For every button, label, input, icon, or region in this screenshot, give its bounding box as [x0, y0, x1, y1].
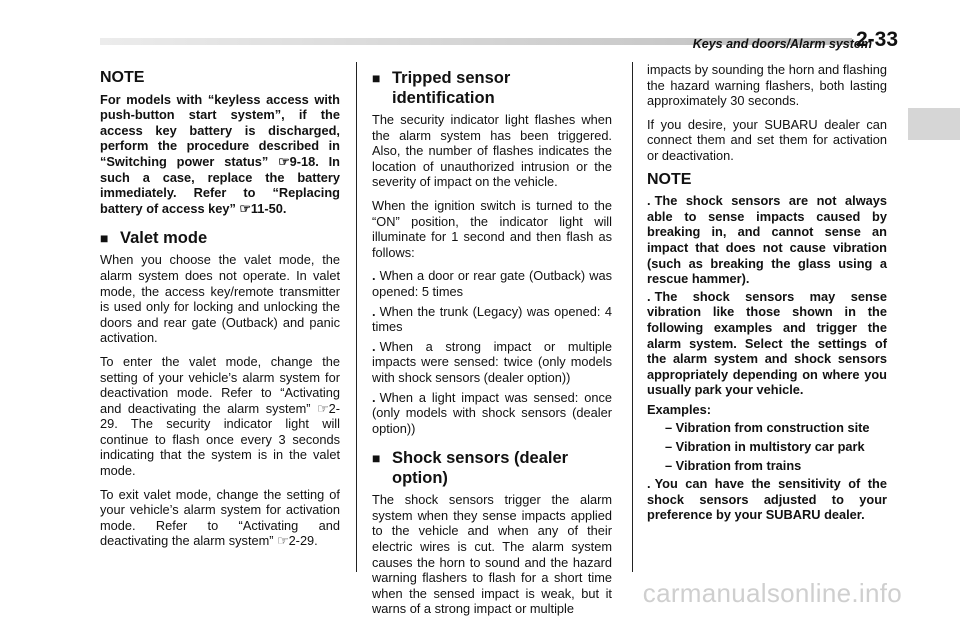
section-heading-tripped-sensor [372, 68, 612, 108]
section-title: Shock sensors (dealer option) [392, 449, 569, 488]
column-2 [372, 62, 612, 625]
paragraph: To enter the valet mode, change the setting of your vehicle’s alarm system for deactivation mode. Refer to “Activating and deactivating the alarm system” ☞2-29. The security indicator light will continue to flash once every 3 seconds indicating that the system is in the valet mode. [100, 353, 340, 479]
section-title: Tripped sensor identification [392, 69, 511, 107]
example-item: – Vibration from trains [665, 457, 802, 473]
column-divider-1 [356, 62, 357, 572]
list-item: . When the trunk (Legacy) was opened: 4 times [372, 303, 612, 335]
square-bullet-icon: ■ [372, 450, 381, 467]
example-item: – Vibration in multistory car park [665, 439, 865, 455]
paragraph: When the ignition switch is turned to the “ON” position, the indicator light will illuminate for 1 second and then flash as follows: [372, 197, 612, 260]
paragraph: The security indicator light flashes when the alarm system has been triggered. Also, the number of flashes indicates the location of unauthorized intrusion or the severity of impact on the vehicle. [372, 112, 612, 190]
bullet-icon: . [372, 389, 376, 405]
list-item: . When a strong impact or multiple impacts were sensed: twice (only models with shock sensors (dealer option)) [372, 338, 612, 385]
section-title: Valet mode [120, 229, 208, 248]
note-text: For models with “keyless access with push-button start system”, if the access key battery is discharged, perform the procedure described in “Switching power status” ☞9-18. In such a case, replace the battery immediately. Refer to “Replacing battery of access key” ☞11-50. [100, 91, 340, 216]
list-item: . When a door or rear gate (Outback) was opened: 5 times [372, 268, 612, 299]
paragraph: To exit valet mode, change the setting of your vehicle’s alarm system for activation mode. Refer to “Activating and deactivating the alarm system” ☞2-29. [100, 486, 340, 549]
chapter-tab [908, 108, 960, 140]
column-3 [647, 62, 887, 525]
column-1 [100, 62, 340, 557]
running-header: Keys and doors/Alarm system [692, 37, 872, 51]
note-item: . You can have the sensitivity of the shock sensors adjusted to your preference by your SUBARU dealer. [647, 476, 887, 523]
bullet-icon: . [372, 338, 376, 354]
bullet-icon: . [647, 193, 651, 209]
paragraph: impacts by sounding the horn and flashing the hazard warning flashers, both lasting approximately 30 seconds. [647, 62, 887, 109]
note-title: NOTE [647, 170, 692, 188]
paragraph: When you choose the valet mode, the alarm system does not operate. In valet mode, the access key/remote transmitter is used only for locking and unlocking the doors and rear gate (Outback) and panic activation. [100, 252, 340, 346]
list-item: . When a light impact was sensed: once (only models with shock sensors (dealer option)) [372, 389, 612, 436]
paragraph: If you desire, your SUBARU dealer can connect them and set them for activation or deactivation. [647, 116, 887, 163]
column-divider-2 [632, 62, 633, 572]
bullet-icon: . [647, 476, 651, 492]
examples-label: Examples: [647, 401, 712, 417]
bullet-icon: . [372, 268, 376, 284]
bullet-icon: . [647, 288, 651, 304]
page-number: 2-33 [855, 28, 898, 51]
square-bullet-icon: ■ [372, 70, 381, 86]
bullet-icon: . [372, 303, 376, 319]
paragraph: The shock sensors trigger the alarm system when they sense impacts applied to the vehicle and when any of their electric wires is cut. The alarm system causes the horn to sound and the hazard warning flashers to flash for a short time when the sensed impact is weak, but it warns of a strong impact or multiple [372, 492, 612, 617]
section-heading-shock-sensors [372, 448, 612, 488]
example-item: – Vibration from construction site [665, 420, 870, 436]
square-bullet-icon: ■ [100, 230, 109, 247]
note-item: . The shock sensors may sense vibration like those shown in the following examples and trigger the alarm system. Select the settings of the alarm system and shock sensors appropriately depending on where you usually park your vehicle. [647, 288, 887, 398]
note-title: NOTE [100, 69, 145, 86]
section-heading-valet-mode [100, 228, 340, 248]
note-item: . The shock sensors are not always able to sense impacts caused by breaking in, and cannot sense an impact that does not cause vibration (such as breaking the glass using a rescue hammer). [647, 193, 887, 287]
watermark-url: carmanualsonline.info [642, 578, 902, 608]
